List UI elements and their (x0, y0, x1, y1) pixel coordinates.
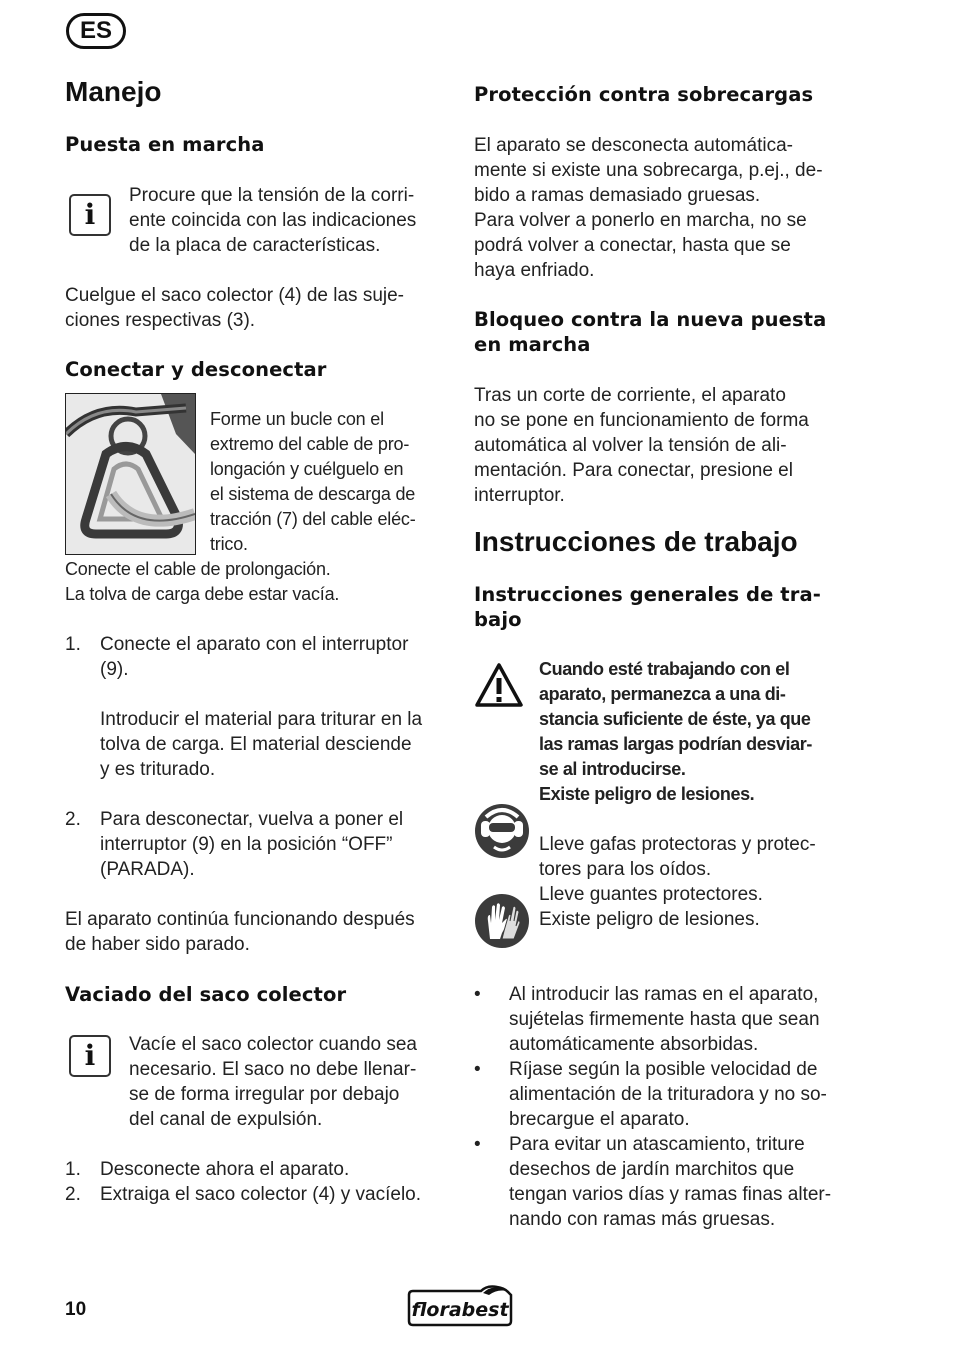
text-line: tracción (7) del cable eléc- (210, 509, 416, 529)
section-heading-sobrecargas: Protección contra sobrecargas (474, 83, 814, 106)
paragraph-saco-colector (65, 283, 455, 333)
text-line: tengan varios días y ramas finas alter- (509, 1184, 832, 1205)
text-line: se de forma irregular por debajo (129, 1084, 400, 1105)
list-item-step1 (100, 632, 460, 682)
cable-loop-illustration (66, 394, 195, 554)
warning-text (539, 657, 869, 807)
text-line: tolva de carga. El material desciende (100, 734, 412, 755)
text-line: podrá volver a conectar, hasta que se (474, 235, 791, 256)
text-line: Cuelgue el saco colector (4) de las suje- (65, 285, 405, 306)
bullet-marker: • (474, 1134, 481, 1155)
heading-line: bajo (474, 608, 522, 631)
info-note-tension (129, 183, 459, 258)
bullet-item-3 (509, 1132, 879, 1232)
text-line: bido a ramas demasiado gruesas. (474, 185, 761, 206)
text-line: brecargue el aparato. (509, 1109, 690, 1130)
text-line: desechos de jardín marchitos que (509, 1159, 795, 1180)
cable-strain-relief-photo (65, 393, 196, 555)
section-heading-bloqueo (474, 307, 874, 357)
list-number: 1. (65, 1159, 81, 1180)
text-line: longación y cuélguelo en (210, 459, 404, 479)
list-item-desconecte: Desconecte ahora el aparato. (100, 1159, 350, 1180)
text-line: Para evitar un atascamiento, triture (509, 1134, 805, 1155)
text-line: Conecte el aparato con el interruptor (100, 634, 409, 655)
text-line: el sistema de descarga de (210, 484, 416, 504)
ppe-text (539, 832, 869, 932)
page-title: Manejo (65, 76, 162, 107)
text-line: las ramas largas podrían desviar- (539, 734, 812, 754)
text-line: automática al volver la tensión de ali- (474, 435, 787, 456)
heading-line: Bloqueo contra la nueva puesta (474, 308, 827, 331)
text-line: de haber sido parado. (65, 934, 250, 955)
info-icon: i (69, 194, 111, 236)
text-line: (PARADA). (100, 859, 195, 880)
text-line: aparato, permanezca a una di- (539, 684, 786, 704)
list-item-step1-detail (100, 707, 460, 782)
text-line: ciones respectivas (3). (65, 310, 256, 331)
text-line: nando con ramas más gruesas. (509, 1209, 776, 1230)
text-line: El aparato se desconecta automática- (474, 135, 793, 156)
text-line: Para volver a ponerlo en marcha, no se (474, 210, 807, 231)
list-number: 2. (65, 1184, 81, 1205)
text-line: Al introducir las ramas en el aparato, (509, 984, 819, 1005)
text-line: se al introducirse. (539, 759, 686, 779)
paragraph-conecte-cable (65, 557, 455, 607)
warning-triangle-icon (474, 662, 524, 708)
photo-caption (210, 407, 450, 557)
text-line: El aparato continúa funcionando después (65, 909, 415, 930)
text-line: Tras un corte de corriente, el aparato (474, 385, 786, 406)
text-line: Para desconectar, vuelva a poner el (100, 809, 404, 830)
text-line: mente si existe una sobrecarga, p.ej., de- (474, 160, 823, 181)
text-line: necesario. El saco no debe llenar- (129, 1059, 417, 1080)
text-line: Lleve guantes protectores. (539, 884, 763, 905)
info-icon: i (69, 1035, 111, 1077)
text-line: trico. (210, 534, 248, 554)
heading-line: en marcha (474, 333, 591, 356)
paragraph-continua (65, 907, 460, 957)
text-line: Cuando esté trabajando con el (539, 659, 790, 679)
text-line: de la placa de características. (129, 235, 381, 256)
text-line: tores para los oídos. (539, 859, 712, 880)
text-line: Existe peligro de lesiones. (539, 909, 760, 930)
text-line: stancia suficiente de éste, ya que (539, 709, 811, 729)
paragraph-sobrecargas (474, 133, 874, 283)
text-line: Forme un bucle con el (210, 409, 384, 429)
text-line: Ríjase según la posible velocidad de (509, 1059, 818, 1080)
list-number: 2. (65, 809, 81, 830)
text-line: y es triturado. (100, 759, 216, 780)
section-heading-puesta-en-marcha: Puesta en marcha (65, 133, 265, 156)
info-note-vaciado (129, 1032, 459, 1132)
text-line: sujételas firmemente hasta que sean (509, 1009, 820, 1030)
list-number: 1. (65, 634, 81, 655)
page-number: 10 (65, 1299, 87, 1320)
text-line: extremo del cable de pro- (210, 434, 410, 454)
heading-line: Instrucciones generales de tra- (474, 583, 821, 606)
text-line: Existe peligro de lesiones. (539, 784, 755, 804)
text-line: interruptor (9) en la posición “OFF” (100, 834, 393, 855)
text-line: interruptor. (474, 485, 565, 506)
text-line: Introducir el material para triturar en la (100, 709, 423, 730)
florabest-logo (405, 1285, 517, 1327)
section-heading-vaciado: Vaciado del saco colector (65, 983, 347, 1006)
bullet-item-2 (509, 1057, 879, 1132)
text-line: Procure que la tensión de la corri- (129, 185, 415, 206)
text-line: Vacíe el saco colector cuando sea (129, 1034, 417, 1055)
text-line: Conecte el cable de prolongación. (65, 559, 331, 579)
list-item-step2 (100, 807, 460, 882)
text-line: automáticamente absorbidas. (509, 1034, 759, 1055)
text-line: Lleve gafas protectoras y protec- (539, 834, 816, 855)
brand-name: florabest (411, 1299, 509, 1321)
text-line: La tolva de carga debe estar vacía. (65, 584, 340, 604)
bullet-marker: • (474, 1059, 481, 1080)
gloves-icon (474, 893, 530, 949)
text-line: no se pone en funcionamiento de forma (474, 410, 809, 431)
bullet-item-1 (509, 982, 879, 1057)
text-line: haya enfriado. (474, 260, 595, 281)
section-title-instrucciones: Instrucciones de trabajo (474, 526, 798, 557)
list-item-extraiga: Extraiga el saco colector (4) y vacíelo. (100, 1184, 422, 1205)
bullet-marker: • (474, 984, 481, 1005)
text-line: (9). (100, 659, 129, 680)
language-badge: ES (66, 13, 126, 49)
text-line: mentación. Para conectar, presione el (474, 460, 793, 481)
section-heading-instrucciones-generales (474, 582, 874, 632)
paragraph-bloqueo (474, 383, 874, 508)
text-line: alimentación de la trituradora y no so- (509, 1084, 827, 1105)
text-line: ente coincida con las indicaciones (129, 210, 417, 231)
section-heading-conectar: Conectar y desconectar (65, 358, 327, 381)
text-line: del canal de expulsión. (129, 1109, 323, 1130)
goggles-earmuffs-icon (474, 803, 530, 859)
